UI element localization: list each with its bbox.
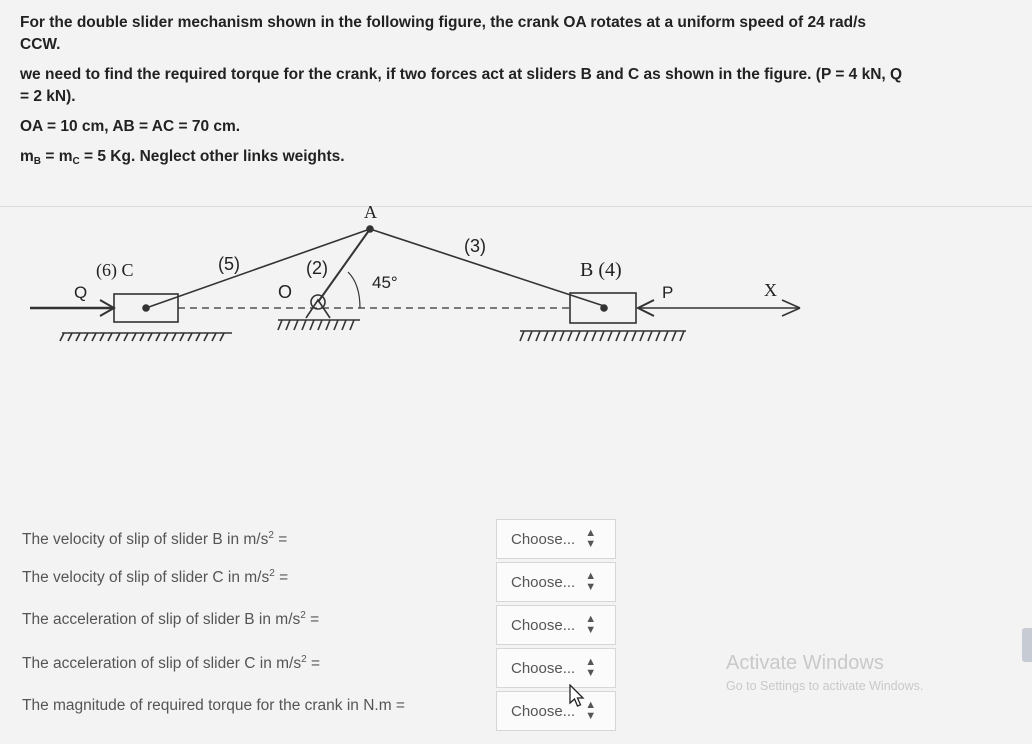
label-link-3: (3) <box>464 236 486 256</box>
label-b: B (4) <box>580 259 622 281</box>
question-line-2b: = 2 kN). <box>20 88 76 105</box>
up-down-arrows-icon: ▲ ▼ <box>585 656 597 679</box>
label-o: O <box>278 282 293 302</box>
label-angle: 45° <box>372 273 398 292</box>
question-line-1a: For the double slider mechanism shown in the following figure, the crank OA rotates at a uniform speed of 24 rad/s <box>20 14 867 31</box>
row-label-1: The velocity of slip of slider B in $m/s^2$ = <box>22 530 288 549</box>
up-down-arrows-icon: ▲ ▼ <box>585 699 597 722</box>
up-down-arrows-icon: ▲ ▼ <box>585 613 597 636</box>
question-line-1b: CCW. <box>20 36 61 53</box>
side-panel-tab[interactable] <box>1022 628 1032 662</box>
label-q: Q <box>74 283 88 302</box>
row-label-2: The velocity of slip of slider C in $m/s^2$ = <box>22 568 289 587</box>
windows-activation-watermark <box>726 652 923 693</box>
up-down-arrows-icon: ▲ ▼ <box>585 570 597 593</box>
label-p: P <box>662 283 674 302</box>
answer-select-3[interactable]: Choose... ▲ ▼ <box>496 605 616 645</box>
label-link-5: (5) <box>218 254 240 274</box>
answer-select-1[interactable]: Choose... ▲ ▼ <box>496 519 616 559</box>
label-x: X <box>764 280 777 300</box>
answer-select-5[interactable]: Choose... ▲ ▼ <box>496 691 616 731</box>
question-line-4: $m_B = m_C = 5$ Kg. Neglect other links weights. <box>20 148 345 167</box>
watermark-title: Activate Windows <box>726 652 884 674</box>
answer-select-4[interactable]: Choose... ▲ ▼ <box>496 648 616 688</box>
label-link-2: (2) <box>306 258 328 278</box>
question-line-2a: we need to find the required torque for the crank, if two forces act at sliders B and C as shown in the figure. (P = 4 kN, Q <box>20 66 903 83</box>
watermark-subtitle: Go to Settings to activate Windows. <box>726 679 924 693</box>
row-label-5: The magnitude of required torque for the crank in N.m = <box>22 697 405 714</box>
up-down-arrows-icon: ▲ ▼ <box>585 527 597 550</box>
mouse-pointer-icon <box>568 684 588 710</box>
row-label-3: The acceleration of slip of slider B in $m/s^2$ = <box>22 610 320 629</box>
question-line-3: OA = 10 cm, AB = AC = 70 cm. <box>20 118 241 135</box>
label-c: (6) C <box>96 260 134 280</box>
answer-select-2[interactable]: Choose... ▲ ▼ <box>496 562 616 602</box>
row-label-4: The acceleration of slip of slider C in $m/s^2$ = <box>22 654 321 673</box>
label-a: A <box>364 202 377 222</box>
